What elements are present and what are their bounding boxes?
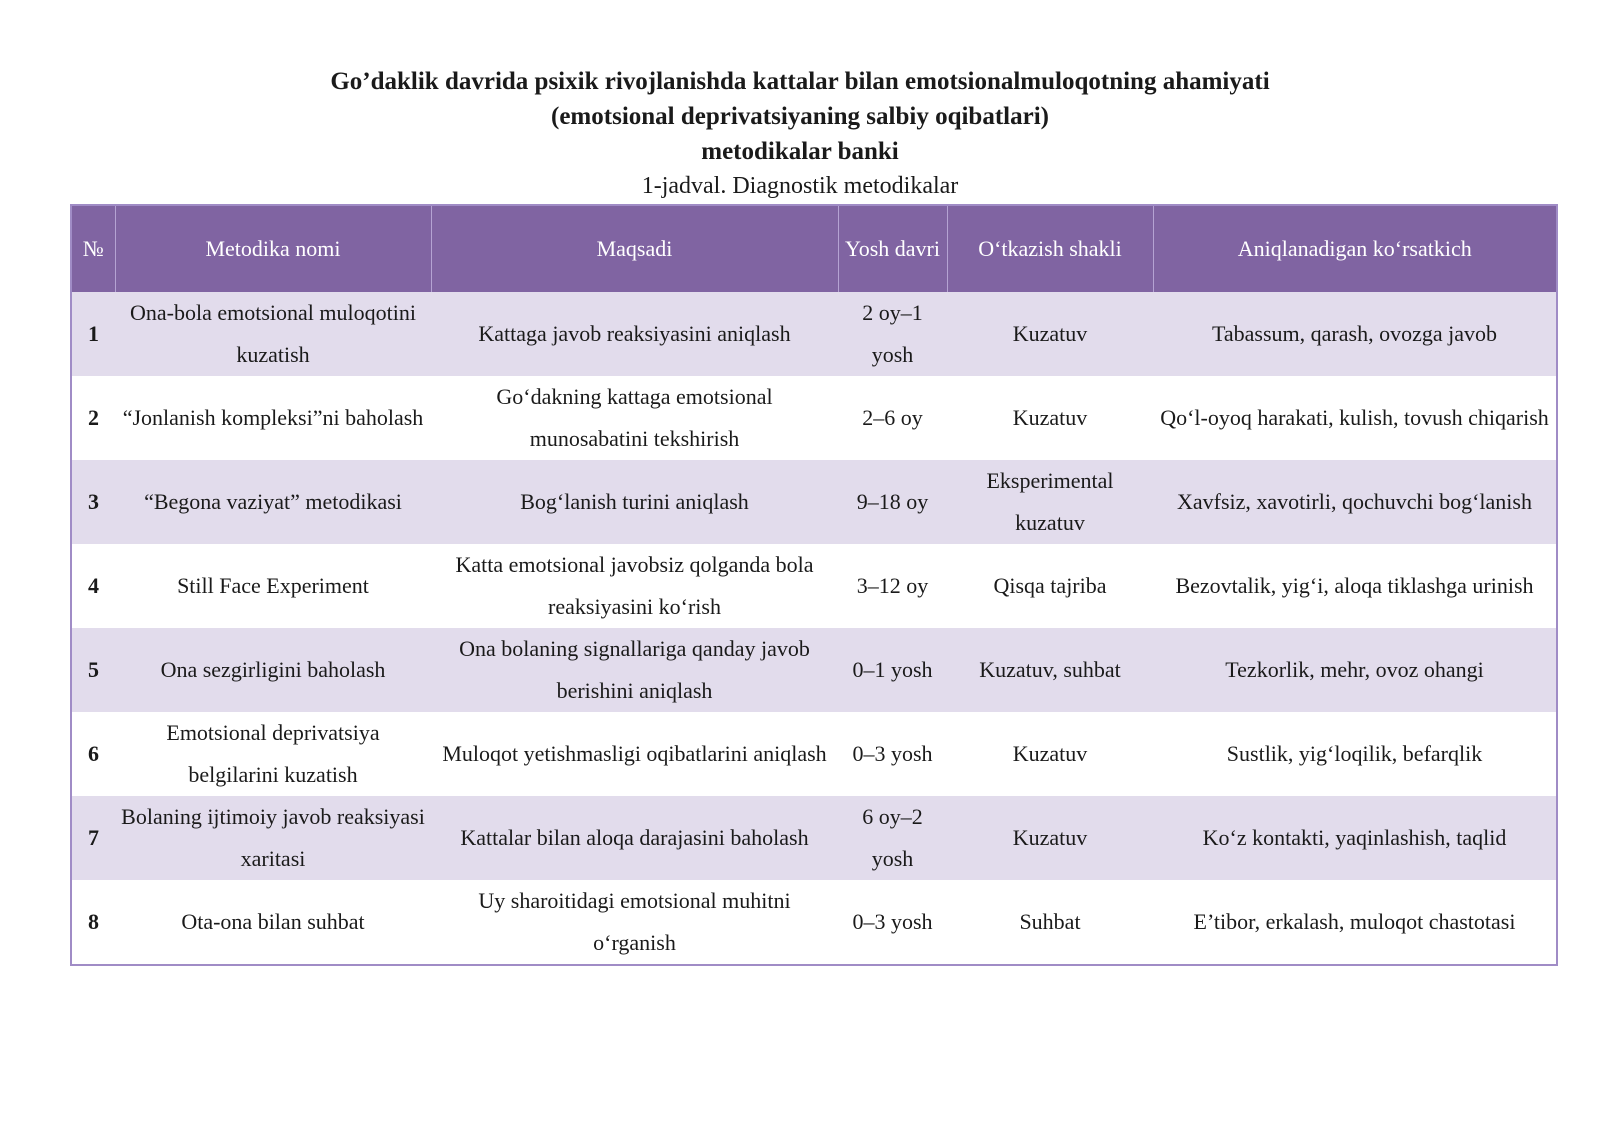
cell-method-name: Ona sezgirligini baholash (115, 628, 431, 712)
cell-number: 4 (71, 544, 115, 628)
title-block (0, 64, 1600, 203)
cell-indicator: E’tibor, erkalash, muloqot chastotasi (1153, 880, 1557, 965)
cell-number: 2 (71, 376, 115, 460)
cell-indicator: Ko‘z kontakti, yaqinlashish, taqlid (1153, 796, 1557, 880)
cell-age-period: 0–1 yosh (838, 628, 947, 712)
cell-number: 1 (71, 292, 115, 376)
table-row (71, 880, 1557, 965)
cell-purpose: Bog‘lanish turini aniqlash (431, 460, 838, 544)
cell-number: 6 (71, 712, 115, 796)
cell-age-period: 6 oy–2 yosh (838, 796, 947, 880)
cell-conduct-form: Eksperimental kuzatuv (947, 460, 1153, 544)
cell-age-period: 9–18 oy (838, 460, 947, 544)
cell-conduct-form: Suhbat (947, 880, 1153, 965)
cell-number: 5 (71, 628, 115, 712)
cell-number: 3 (71, 460, 115, 544)
cell-method-name: Ota-ona bilan suhbat (115, 880, 431, 965)
header-indicator: Aniqlanadigan ko‘rsatkich (1153, 205, 1557, 292)
cell-conduct-form: Kuzatuv (947, 712, 1153, 796)
cell-method-name: “Begona vaziyat” metodikasi (115, 460, 431, 544)
cell-purpose: Kattaga javob reaksiyasini aniqlash (431, 292, 838, 376)
cell-conduct-form: Kuzatuv (947, 292, 1153, 376)
table-row (71, 460, 1557, 544)
table-row (71, 544, 1557, 628)
cell-age-period: 2–6 oy (838, 376, 947, 460)
cell-age-period: 2 oy–1 yosh (838, 292, 947, 376)
cell-number: 7 (71, 796, 115, 880)
cell-age-period: 3–12 oy (838, 544, 947, 628)
cell-age-period: 0–3 yosh (838, 880, 947, 965)
header-method-name: Metodika nomi (115, 205, 431, 292)
cell-purpose: Go‘dakning kattaga emotsional munosabatini tekshirish (431, 376, 838, 460)
table-row (71, 796, 1557, 880)
document-title-line-3: metodikalar banki (701, 138, 899, 165)
cell-number: 8 (71, 880, 115, 965)
header-conduct-form: O‘tkazish shakli (947, 205, 1153, 292)
cell-purpose: Uy sharoitidagi emotsional muhitni o‘rganish (431, 880, 838, 965)
methods-table (70, 204, 1558, 966)
table-row (71, 376, 1557, 460)
cell-purpose: Katta emotsional javobsiz qolganda bola reaksiyasini ko‘rish (431, 544, 838, 628)
header-purpose: Maqsadi (431, 205, 838, 292)
table-row (71, 292, 1557, 376)
cell-conduct-form: Kuzatuv (947, 376, 1153, 460)
cell-method-name: Emotsional deprivatsiya belgilarini kuzatish (115, 712, 431, 796)
cell-age-period: 0–3 yosh (838, 712, 947, 796)
document-title-line-2: (emotsional deprivatsiyaning salbiy oqibatlari) (551, 103, 1049, 130)
cell-method-name: “Jonlanish kompleksi”ni baholash (115, 376, 431, 460)
table-caption: 1-jadval. Diagnostik metodikalar (641, 173, 959, 199)
header-number: № (71, 205, 115, 292)
table-row (71, 628, 1557, 712)
cell-indicator: Tezkorlik, mehr, ovoz ohangi (1153, 628, 1557, 712)
cell-indicator: Xavfsiz, xavotirli, qochuvchi bog‘lanish (1153, 460, 1557, 544)
cell-conduct-form: Kuzatuv, suhbat (947, 628, 1153, 712)
cell-method-name: Still Face Experiment (115, 544, 431, 628)
cell-purpose: Ona bolaning signallariga qanday javob berishini aniqlash (431, 628, 838, 712)
table-header (71, 205, 1557, 292)
table-row (71, 712, 1557, 796)
header-row (71, 205, 1557, 292)
cell-purpose: Muloqot yetishmasligi oqibatlarini aniqlash (431, 712, 838, 796)
cell-indicator: Qo‘l-oyoq harakati, kulish, tovush chiqarish (1153, 376, 1557, 460)
header-age-period: Yosh davri (838, 205, 947, 292)
cell-conduct-form: Qisqa tajriba (947, 544, 1153, 628)
cell-conduct-form: Kuzatuv (947, 796, 1153, 880)
cell-indicator: Sustlik, yig‘loqilik, befarqlik (1153, 712, 1557, 796)
cell-method-name: Bolaning ijtimoiy javob reaksiyasi xaritasi (115, 796, 431, 880)
cell-method-name: Ona-bola emotsional muloqotini kuzatish (115, 292, 431, 376)
cell-purpose: Kattalar bilan aloqa darajasini baholash (431, 796, 838, 880)
cell-indicator: Tabassum, qarash, ovozga javob (1153, 292, 1557, 376)
table-body (71, 292, 1557, 965)
cell-indicator: Bezovtalik, yig‘i, aloqa tiklashga urinish (1153, 544, 1557, 628)
document-title-line-1: Go’daklik davrida psixik rivojlanishda kattalar bilan emotsionalmuloqotning ahamiyati (330, 68, 1270, 95)
